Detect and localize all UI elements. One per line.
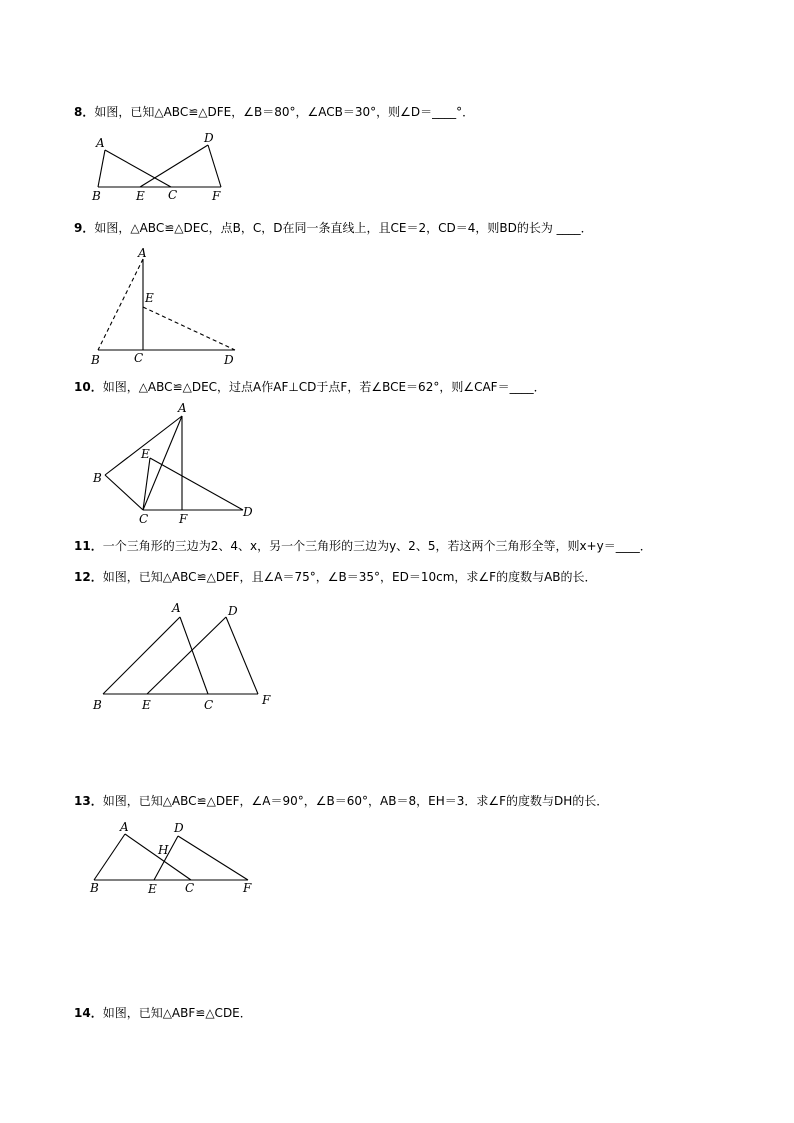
question-text: 如图，△ABC≌△DEC，过点A作AF⊥CD于点F，若∠BCE＝62°，则∠CAF＝____．: [102, 380, 546, 394]
label-F: F: [243, 881, 252, 895]
figure-q10: [88, 398, 268, 528]
label-A: A: [96, 136, 105, 150]
label-F: F: [212, 189, 221, 203]
question-number: 14．: [74, 1006, 103, 1020]
figure-q9: [88, 244, 248, 370]
label-E: E: [145, 291, 154, 305]
label-C: C: [185, 881, 195, 895]
question-number: 10．: [74, 380, 103, 394]
label-F: F: [262, 693, 271, 707]
question-text: 如图，已知△ABC≌△DEF，且∠A＝75°，∠B＝35°，ED＝10cm，求∠F的度数与AB的长．: [102, 570, 597, 584]
question-number: 8．: [74, 105, 95, 119]
label-H: H: [158, 843, 169, 857]
label-D: D: [228, 604, 238, 618]
question-number: 11．: [74, 539, 103, 553]
question-10: [74, 379, 546, 395]
question-text: 一个三角形的三边为2、4、x，另一个三角形的三边为y、2、5，若这两个三角形全等，则x+y＝____．: [102, 539, 652, 553]
question-number: 12．: [74, 570, 103, 584]
label-D: D: [243, 505, 253, 519]
question-text: 如图，已知△ABC≌△DEF，∠A＝90°，∠B＝60°，AB＝8，EH＝3．求∠F的度数与DH的长．: [102, 794, 609, 808]
label-F: F: [179, 512, 188, 526]
label-E: E: [142, 698, 151, 712]
question-12: [74, 569, 597, 585]
label-E: E: [148, 882, 157, 896]
label-C: C: [204, 698, 214, 712]
question-13: [74, 793, 608, 809]
label-A: A: [120, 820, 129, 834]
question-8: [74, 104, 474, 120]
question-number: 13．: [74, 794, 103, 808]
question-14: [74, 1005, 252, 1021]
question-9: [74, 220, 593, 236]
label-D: D: [174, 821, 184, 835]
label-D: D: [224, 353, 234, 367]
label-C: C: [139, 512, 149, 526]
label-C: C: [134, 351, 144, 365]
label-B: B: [92, 189, 101, 203]
question-text: 如图，△ABC≌△DEC，点B，C，D在同一条直线上，且CE＝2，CD＝4，则BD的长为 ____．: [94, 221, 593, 235]
question-11: [74, 538, 652, 554]
figure-q12: [88, 598, 278, 718]
label-B: B: [93, 698, 102, 712]
label-A: A: [178, 401, 187, 415]
label-A: A: [172, 601, 181, 615]
label-C: C: [168, 188, 178, 202]
question-text: 如图，已知△ABF≌△CDE．: [102, 1006, 252, 1020]
figure-q8: [88, 130, 238, 210]
figure-q13: [88, 816, 268, 896]
label-B: B: [93, 471, 102, 485]
label-B: B: [91, 353, 100, 367]
label-B: B: [90, 881, 99, 895]
question-number: 9．: [74, 221, 95, 235]
label-D: D: [204, 131, 214, 145]
label-E: E: [136, 189, 145, 203]
question-text: 如图，已知△ABC≌△DFE，∠B＝80°，∠ACB＝30°，则∠D＝____°．: [94, 105, 475, 119]
label-A: A: [138, 246, 147, 260]
label-E: E: [141, 447, 150, 461]
